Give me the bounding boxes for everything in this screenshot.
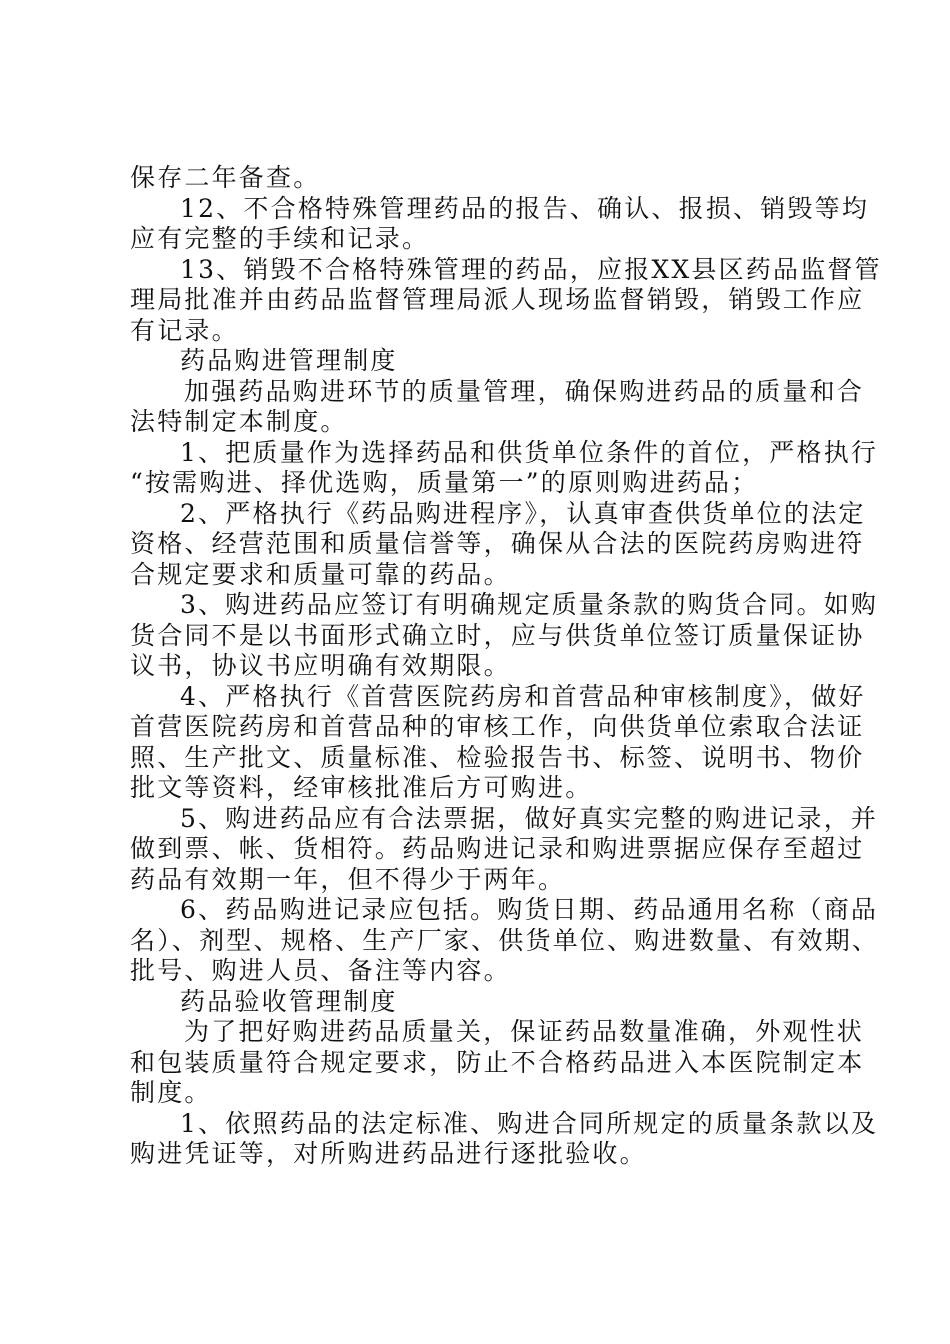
text-line: 13、销毁不合格特殊管理的药品，应报XX县区药品监督管 (180, 254, 882, 284)
text-line: 为了把好购进药品质量关，保证药品数量准确，外观性状 (184, 1017, 865, 1046)
text-line: 制度。 (130, 1078, 212, 1107)
text-line: 有记录。 (130, 315, 239, 345)
text-line: 2、严格执行《药品购进程序》，认真审查供货单位的法定 (180, 498, 866, 528)
text-line: 药品购进管理制度 (180, 346, 398, 375)
text-line: 做到票、帐、货相符。药品购进记录和购进票据应保存至超过 (130, 834, 865, 863)
text-line: 合规定要求和质量可靠的药品。 (130, 559, 511, 589)
text-line: 和包装质量符合规定要求，防止不合格药品进入本医院制定本 (130, 1047, 865, 1077)
text-line: 6、药品购进记录应包括。购货日期、药品通用名称（商品 (180, 895, 879, 924)
text-line: 议书，协议书应明确有效期限。 (130, 651, 511, 680)
text-line: 资格、经营范围和质量信誉等，确保从合法的医院药房购进符 (130, 529, 865, 558)
text-line: 1、依照药品的法定标准、购进合同所规定的质量条款以及 (180, 1108, 879, 1138)
text-line: 3、购进药品应签订有明确规定质量条款的购货合同。如购 (180, 590, 879, 619)
text-line: 5、购进药品应有合法票据，做好真实完整的购进记录，并 (180, 803, 879, 833)
text-line: 保存二年备查。 (130, 163, 321, 192)
text-line: 批号、购进人员、备注等内容。 (130, 956, 511, 985)
text-line: 4、严格执行《首营医院药房和首营品种审核制度》，做好 (180, 681, 866, 711)
text-line: 批文等资料，经审核批准后方可购进。 (130, 773, 593, 802)
text-line: 购进凭证等，对所购进药品进行逐批验收。 (130, 1139, 647, 1168)
text-line: 加强药品购进环节的质量管理，确保购进药品的质量和合 (184, 376, 865, 406)
text-line: 1、把质量作为选择药品和供货单位条件的首位，严格执行 (180, 437, 879, 467)
text-line: 法特制定本制度。 (130, 407, 348, 436)
text-line: 12、不合格特殊管理药品的报告、确认、报损、销毁等均 (180, 193, 870, 223)
text-line: 药品验收管理制度 (180, 986, 398, 1016)
text-line: 首营医院药房和首营品种的审核工作，向供货单位索取合法证 (130, 712, 865, 741)
document-body (130, 163, 882, 1170)
text-line: 名）、剂型、规格、生产厂家、供货单位、购进数量、有效期、 (130, 925, 880, 955)
text-line: 照、生产批文、质量标准、检验报告书、标签、说明书、物价 (130, 742, 865, 772)
text-line: 理局批准并由药品监督管理局派人现场监督销毁，销毁工作应 (130, 285, 865, 314)
text-line: 货合同不是以书面形式确立时，应与供货单位签订质量保证协 (130, 620, 865, 650)
text-line: 药品有效期一年，但不得少于两年。 (130, 864, 566, 894)
text-line: 应有完整的手续和记录。 (130, 224, 430, 253)
text-line: “按需购进、择优选购，质量第一”的原则购进药品； (130, 468, 759, 497)
